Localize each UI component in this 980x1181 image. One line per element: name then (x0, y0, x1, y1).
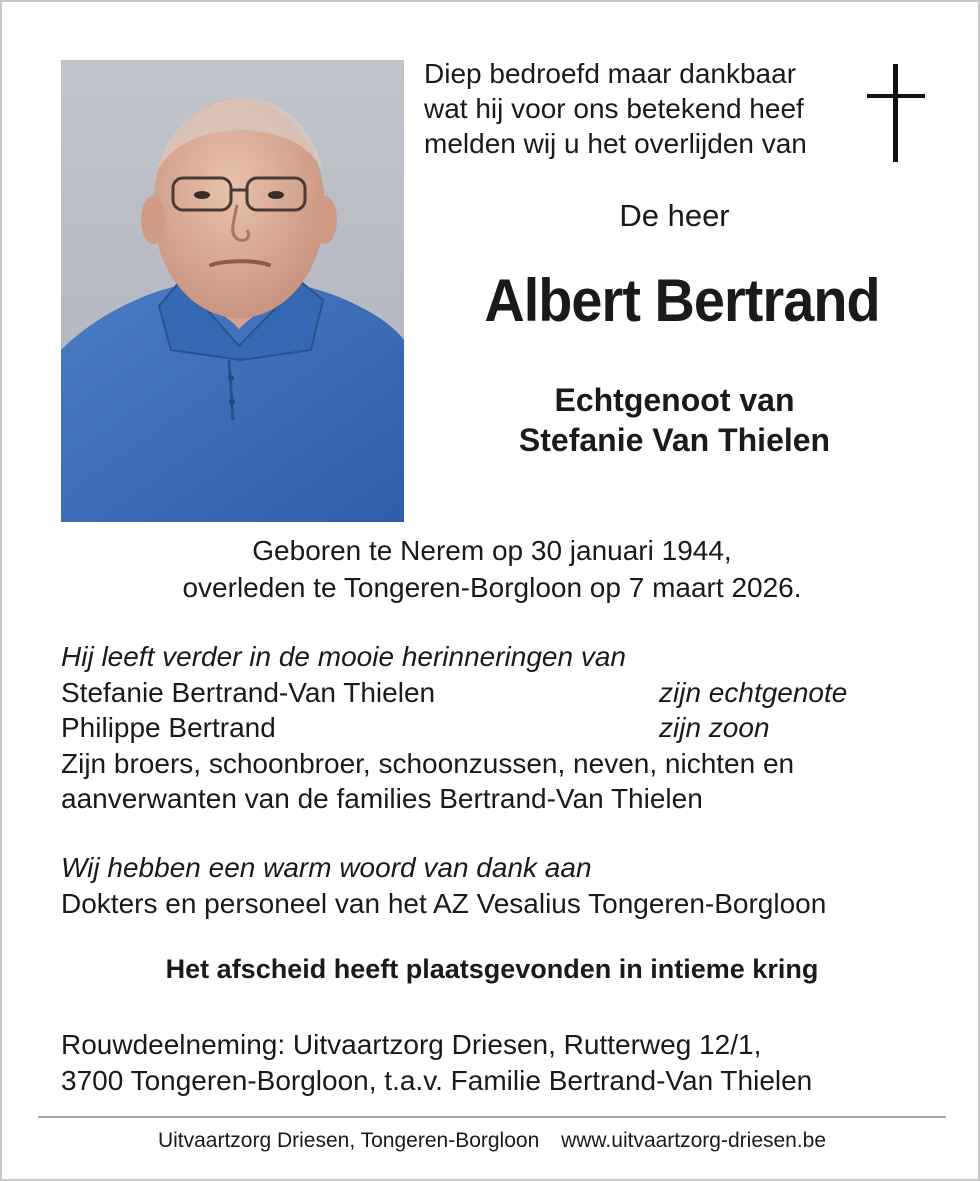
intro-line: wat hij voor ons betekend heef (424, 93, 804, 124)
condolence-line: Rouwdeelneming: Uitvaartzorg Driesen, Rutterweg 12/1, (61, 1029, 762, 1060)
intro-line: Diep bedroefd maar dankbaar (424, 58, 797, 89)
spouse-block (422, 380, 927, 460)
farewell-notice: Het afscheid heeft plaatsgevonden in intieme kring (165, 954, 819, 984)
intro-line: melden wij u het overlijden van (424, 128, 807, 159)
spouse-name: Stefanie Van Thielen (518, 422, 831, 458)
spouse-line: Echtgenoot van (554, 382, 795, 418)
relative-row (61, 710, 961, 746)
relative-relation: zijn echtgenote (659, 676, 848, 708)
footer (2, 1129, 980, 1153)
footer-website-link[interactable]: www.uitvaartzorg-driesen.be (561, 1129, 827, 1152)
footer-divider (38, 1116, 946, 1118)
portrait-illustration (61, 60, 404, 522)
salutation: De heer (619, 198, 730, 233)
death-line: overleden te Tongeren-Borgloon op 7 maart 2026. (182, 572, 802, 603)
footer-company: Uitvaartzorg Driesen, Tongeren-Borgloon (157, 1129, 540, 1152)
birth-line: Geboren te Nerem op 30 januari 1944, (252, 535, 732, 566)
thanks-section (61, 850, 961, 921)
relative-name: Stefanie Bertrand-Van Thielen (61, 676, 436, 708)
life-dates (2, 532, 980, 606)
thanks-text: Dokters en personeel van het AZ Vesalius Tongeren-Borgloon (61, 887, 827, 919)
relative-row (61, 675, 961, 711)
intro-text (424, 56, 864, 161)
memories-heading: Hij leeft verder in de mooie herinneringen van (61, 641, 626, 672)
other-relatives-line: aanverwanten van de families Bertrand-Van Thielen (61, 783, 703, 814)
relative-name: Philippe Bertrand (61, 712, 276, 743)
condolence-section (61, 1027, 961, 1098)
deceased-name: Albert Bertrand (484, 267, 880, 334)
thanks-heading: Wij hebben een warm woord van dank aan (61, 852, 592, 883)
memories-section (61, 639, 961, 817)
other-relatives-line: Zijn broers, schoonbroer, schoonzussen, neven, nichten en (61, 747, 795, 779)
relative-relation: zijn zoon (659, 712, 770, 743)
portrait-photo (61, 60, 404, 522)
latin-cross-icon (867, 64, 925, 162)
condolence-line: 3700 Tongeren-Borgloon, t.a.v. Familie Bertrand-Van Thielen (61, 1064, 813, 1096)
